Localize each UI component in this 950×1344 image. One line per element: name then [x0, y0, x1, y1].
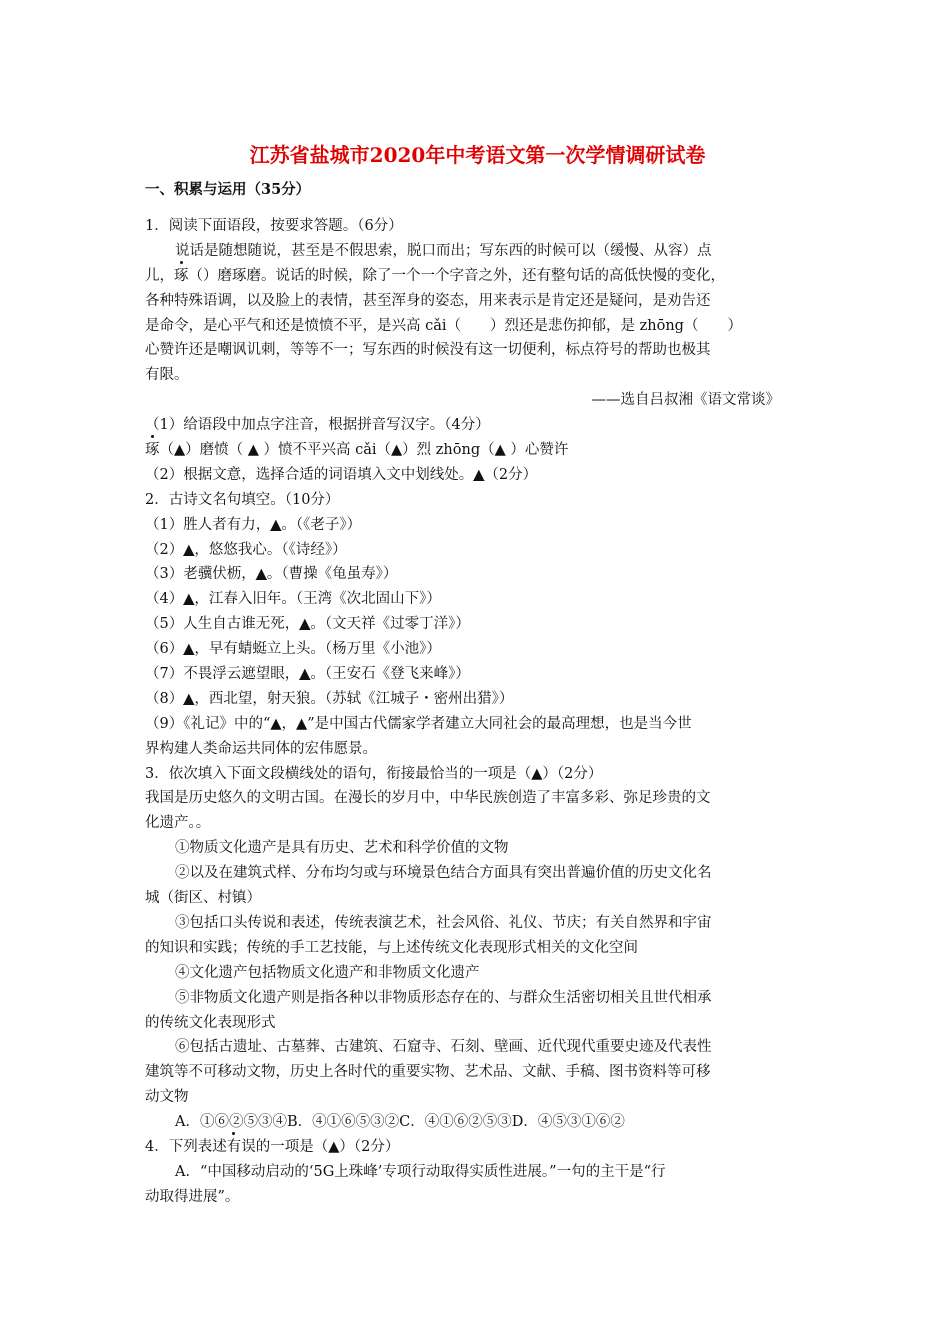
fill-item: （8）▲，西北望，射天狼。（苏轼《江城子・密州出猎》）	[145, 690, 514, 707]
exam-page	[145, 138, 810, 1210]
answer-choices: A．①⑥②⑤③④B．④①⑥⑤③②C．④①⑥②⑤③D．④⑤③①⑥②	[175, 1114, 625, 1131]
emphasis-dot-char: 有	[227, 1135, 242, 1160]
answer-blank: ▲	[270, 516, 282, 533]
fill-item: （1）胜人者有力，▲。（《老子》）	[145, 516, 362, 533]
question-stem: 3．依次填入下面文段横线处的语句，衔接最恰当的一项是（▲）（2分）	[145, 765, 603, 782]
fill-item: （6）▲，早有蜻蜓立上头。（杨万里《小池》）	[145, 641, 441, 658]
answer-line: 琢（▲）磨愤（ ▲ ）愤不平兴高 cǎi（▲）烈 zhōng（▲ ）心赞许	[145, 438, 810, 463]
answer-blank: ▲	[473, 466, 485, 483]
fill-item: （9）《礼记》中的“▲，▲”是中国古代儒家学者建立大同社会的最高理想，也是当今世	[145, 715, 692, 732]
fill-item: （4）▲，江春入旧年。（王湾《次北固山下》）	[145, 591, 441, 608]
answer-option-continued: 动取得进展”。	[145, 1188, 240, 1205]
option-sentence: ③包括口头传说和表述，传统表演艺术，社会风俗、礼仪、节庆；有关自然界和宇宙	[175, 914, 712, 931]
emphasis-dot-char: 琢	[174, 264, 189, 289]
option-sentence: ⑤非物质文化遗产则是指各种以非物质形态存在的、与群众生活密切相关且世代相承	[175, 989, 712, 1006]
fill-item: （3）老骥伏枥，▲。（曹操《龟虽寿》）	[145, 566, 398, 583]
passage-line: 各种特殊语调，以及脸上的表情，甚至浑身的姿态，用来表示是肯定还是疑问，是劝告还	[145, 292, 711, 309]
answer-blank: ▲	[183, 591, 195, 608]
passage-line: 说话是随想随说，甚至是不假思索，脱口而出；写东西的时候可以（缓慢、从容）点	[175, 242, 712, 259]
page-title: 江苏省盐城市2020年中考语文第一次学情调研试卷	[249, 143, 706, 167]
option-sentence-continued: 的传统文化表现形式	[145, 1014, 276, 1031]
answer-blank: ▲	[299, 616, 311, 633]
question-1	[145, 214, 810, 488]
answer-blank: ▲	[299, 666, 311, 683]
option-sentence-continued: 动文物	[145, 1089, 189, 1106]
answer-blank: ▲	[183, 541, 195, 558]
option-sentence-continued: 的知识和实践；传统的手工艺技能，与上述传统文化表现形式相关的文化空间	[145, 939, 638, 956]
fill-item: （2）▲，悠悠我心。（《诗经》）	[145, 541, 347, 558]
option-sentence: ⑥包括古遗址、古墓葬、古建筑、石窟寺、石刻、壁画、近代现代重要史迹及代表性	[175, 1039, 712, 1056]
question-4	[145, 1135, 810, 1210]
answer-blank: ▲	[255, 566, 267, 583]
fill-item: （5）人生自古谁无死，▲。（文天祥《过零丁洋》）	[145, 616, 470, 633]
option-sentence: ②以及在建筑式样、分布均匀或与环境景色结合方面具有突出普遍价值的历史文化名	[175, 865, 712, 882]
option-sentence: ①物质文化遗产是具有历史、艺术和科学价值的文物	[175, 840, 509, 857]
answer-blank: ▲	[183, 690, 195, 707]
question-stem: 1．阅读下面语段，按要求答题。（6分）	[145, 218, 403, 234]
passage-source: ——选自吕叔湘《语文常谈》	[591, 392, 780, 409]
passage-line: 是命令，是心平气和还是愤愤不平，是兴高 cǎi（ ）烈还是悲伤抑郁，是 zhōng（ ）	[145, 317, 742, 334]
passage-line: 儿，琢（）磨琢磨。说话的时候，除了一个一个字音之外，还有整句话的高低快慢的变化，	[145, 264, 810, 289]
question-3	[145, 762, 810, 1135]
option-sentence-continued: 城（街区、村镇）	[145, 890, 261, 907]
question-stem: 4．下列表述有误的一项是（▲）（2分）	[145, 1135, 810, 1160]
answer-option: A．“中国移动启动的‘5G上珠峰’专项行动取得实质性进展。”一句的主干是“行	[175, 1163, 666, 1180]
question-stem: 2．古诗文名句填空。（10分）	[145, 491, 340, 508]
passage-line: 心赞许还是嘲讽讥刺，等等不一；写东西的时候没有这一切便利，标点符号的帮助也极其	[145, 342, 711, 359]
passage-line: 有限。	[145, 367, 189, 384]
fill-item: （7）不畏浮云遮望眼，▲。（王安石《登飞来峰》）	[145, 666, 470, 683]
sub-question: （1）给语段中加点字注音，根据拼音写汉字。（4分）	[145, 417, 490, 434]
fill-item-continued: 界构建人类命运共同体的宏伟愿景。	[145, 740, 377, 757]
passage-line: 我国是历史悠久的文明古国。在漫长的岁月中，中华民族创造了丰富多彩、弥足珍贵的文	[145, 790, 711, 807]
emphasis-dot-char: 琢	[145, 438, 160, 463]
passage-line: 化遗产。。	[145, 815, 211, 832]
option-sentence: ④文化遗产包括物质文化遗产和非物质文化遗产	[175, 964, 480, 981]
sub-question: （2）根据文意，选择合适的词语填入文中划线处。▲（2分）	[145, 466, 538, 483]
section-heading: 一、积累与运用（35分）	[145, 181, 311, 198]
answer-blank: ▲	[183, 641, 195, 658]
option-sentence-continued: 建筑等不可移动文物，历史上各时代的重要实物、艺术品、文献、手稿、图书资料等可移	[145, 1064, 711, 1081]
question-2	[145, 488, 810, 762]
